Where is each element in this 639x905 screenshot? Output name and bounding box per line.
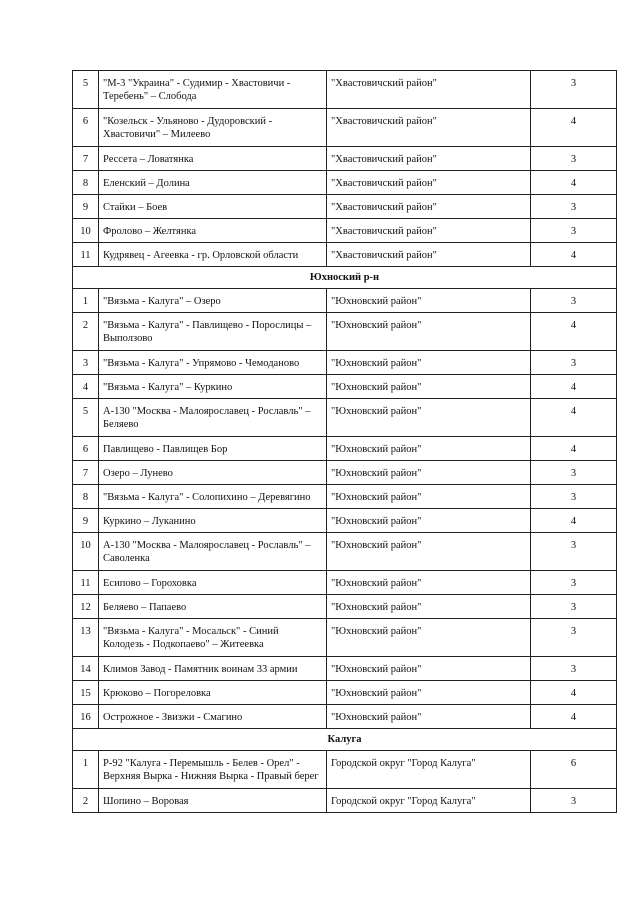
table-row [73, 171, 617, 195]
road-name: Еленский – Долина [99, 171, 327, 195]
district-name: "Юхновский район" [327, 399, 531, 437]
road-category: 3 [531, 219, 617, 243]
row-number: 6 [73, 437, 99, 461]
road-category: 3 [531, 619, 617, 657]
row-number: 5 [73, 399, 99, 437]
table-row [73, 399, 617, 437]
district-name: "Хвастовичский район" [327, 147, 531, 171]
table-row [73, 705, 617, 729]
row-number: 2 [73, 313, 99, 351]
district-name: "Юхновский район" [327, 571, 531, 595]
roads-table-body [73, 71, 617, 813]
road-name: "Вязьма - Калуга" – Куркино [99, 375, 327, 399]
row-number: 6 [73, 109, 99, 147]
road-name: Р-92 "Калуга - Перемышль - Белев - Орел" - Верхняя Вырка - Нижняя Вырка - Правый берег [99, 751, 327, 789]
district-name: "Хвастовичский район" [327, 71, 531, 109]
road-name: "М-3 "Украина" - Судимир - Хвастовичи - Теребень" – Слобода [99, 71, 327, 109]
road-name: "Вязьма - Калуга" - Упрямово - Чемоданово [99, 351, 327, 375]
table-row [73, 313, 617, 351]
table-row [73, 437, 617, 461]
district-name: "Юхновский район" [327, 509, 531, 533]
road-category: 6 [531, 751, 617, 789]
roads-table [72, 70, 617, 813]
table-row [73, 681, 617, 705]
road-name: Крюково – Погореловка [99, 681, 327, 705]
table-row [73, 619, 617, 657]
road-category: 3 [531, 147, 617, 171]
section-header-row [73, 267, 617, 289]
row-number: 8 [73, 485, 99, 509]
row-number: 7 [73, 461, 99, 485]
district-name: "Юхновский район" [327, 485, 531, 509]
road-category: 4 [531, 313, 617, 351]
district-name: "Хвастовичский район" [327, 219, 531, 243]
row-number: 7 [73, 147, 99, 171]
road-category: 4 [531, 375, 617, 399]
road-name: "Вязьма - Калуга" - Павлищево - Порослицы – Выползово [99, 313, 327, 351]
road-name: А-130 "Москва - Малоярославец - Рославль" – Саволенка [99, 533, 327, 571]
district-name: "Юхновский район" [327, 681, 531, 705]
table-row [73, 243, 617, 267]
road-category: 3 [531, 289, 617, 313]
road-category: 4 [531, 509, 617, 533]
road-name: Климов Завод - Памятник воинам 33 армии [99, 657, 327, 681]
road-category: 4 [531, 437, 617, 461]
road-category: 4 [531, 171, 617, 195]
road-category: 4 [531, 243, 617, 267]
road-name: "Вязьма - Калуга" - Солопихино – Деревягино [99, 485, 327, 509]
district-name: "Юхновский район" [327, 437, 531, 461]
road-name: Острожное - Звизжи - Смагино [99, 705, 327, 729]
table-row [73, 595, 617, 619]
road-category: 4 [531, 109, 617, 147]
table-row [73, 509, 617, 533]
row-number: 9 [73, 509, 99, 533]
table-row [73, 571, 617, 595]
row-number: 2 [73, 789, 99, 813]
district-name: "Юхновский район" [327, 375, 531, 399]
road-category: 3 [531, 461, 617, 485]
road-name: "Вязьма - Калуга" – Озеро [99, 289, 327, 313]
district-name: Городской округ "Город Калуга" [327, 751, 531, 789]
road-name: Шопино – Воровая [99, 789, 327, 813]
district-name: "Хвастовичский район" [327, 109, 531, 147]
road-name: Кудрявец - Агеевка - гр. Орловской области [99, 243, 327, 267]
road-name: "Вязьма - Калуга" - Мосальск" - Синий Колодезь - Подкопаево" – Житеевка [99, 619, 327, 657]
section-header-row [73, 729, 617, 751]
road-category: 3 [531, 789, 617, 813]
road-name: Рессета – Ловатянка [99, 147, 327, 171]
district-name: "Хвастовичский район" [327, 243, 531, 267]
row-number: 11 [73, 571, 99, 595]
district-name: "Хвастовичский район" [327, 195, 531, 219]
row-number: 16 [73, 705, 99, 729]
road-category: 3 [531, 485, 617, 509]
road-name: Беляево – Папаево [99, 595, 327, 619]
row-number: 11 [73, 243, 99, 267]
road-category: 4 [531, 705, 617, 729]
table-row [73, 71, 617, 109]
row-number: 3 [73, 351, 99, 375]
row-number: 9 [73, 195, 99, 219]
road-category: 3 [531, 657, 617, 681]
district-name: "Юхновский район" [327, 657, 531, 681]
table-row [73, 351, 617, 375]
row-number: 10 [73, 219, 99, 243]
row-number: 12 [73, 595, 99, 619]
district-name: "Юхновский район" [327, 313, 531, 351]
district-name: "Юхновский район" [327, 619, 531, 657]
road-category: 3 [531, 195, 617, 219]
road-name: Фролово – Желтянка [99, 219, 327, 243]
district-name: "Юхновский район" [327, 533, 531, 571]
table-row [73, 375, 617, 399]
table-row [73, 195, 617, 219]
section-title: Юхноский р-н [73, 267, 617, 289]
table-row [73, 657, 617, 681]
row-number: 14 [73, 657, 99, 681]
table-row [73, 219, 617, 243]
row-number: 1 [73, 289, 99, 313]
road-name: Есипово – Гороховка [99, 571, 327, 595]
table-row [73, 751, 617, 789]
road-name: Стайки – Боев [99, 195, 327, 219]
road-name: Павлищево - Павлищев Бор [99, 437, 327, 461]
district-name: "Хвастовичский район" [327, 171, 531, 195]
road-name: А-130 "Москва - Малоярославец - Рославль" – Беляево [99, 399, 327, 437]
road-category: 4 [531, 399, 617, 437]
district-name: "Юхновский район" [327, 461, 531, 485]
row-number: 1 [73, 751, 99, 789]
table-row [73, 789, 617, 813]
table-row [73, 147, 617, 171]
table-row [73, 485, 617, 509]
table-row [73, 533, 617, 571]
road-category: 3 [531, 71, 617, 109]
road-category: 3 [531, 533, 617, 571]
row-number: 15 [73, 681, 99, 705]
table-row [73, 461, 617, 485]
row-number: 8 [73, 171, 99, 195]
district-name: Городской округ "Город Калуга" [327, 789, 531, 813]
row-number: 4 [73, 375, 99, 399]
road-category: 3 [531, 595, 617, 619]
table-row [73, 289, 617, 313]
row-number: 10 [73, 533, 99, 571]
district-name: "Юхновский район" [327, 289, 531, 313]
section-title: Калуга [73, 729, 617, 751]
road-category: 3 [531, 351, 617, 375]
row-number: 5 [73, 71, 99, 109]
table-row [73, 109, 617, 147]
road-name: Озеро – Лунево [99, 461, 327, 485]
row-number: 13 [73, 619, 99, 657]
road-name: "Козельск - Ульяново - Дудоровский - Хвастовичи" – Милеево [99, 109, 327, 147]
road-name: Куркино – Луканино [99, 509, 327, 533]
district-name: "Юхновский район" [327, 705, 531, 729]
district-name: "Юхновский район" [327, 595, 531, 619]
district-name: "Юхновский район" [327, 351, 531, 375]
road-category: 4 [531, 681, 617, 705]
road-category: 3 [531, 571, 617, 595]
